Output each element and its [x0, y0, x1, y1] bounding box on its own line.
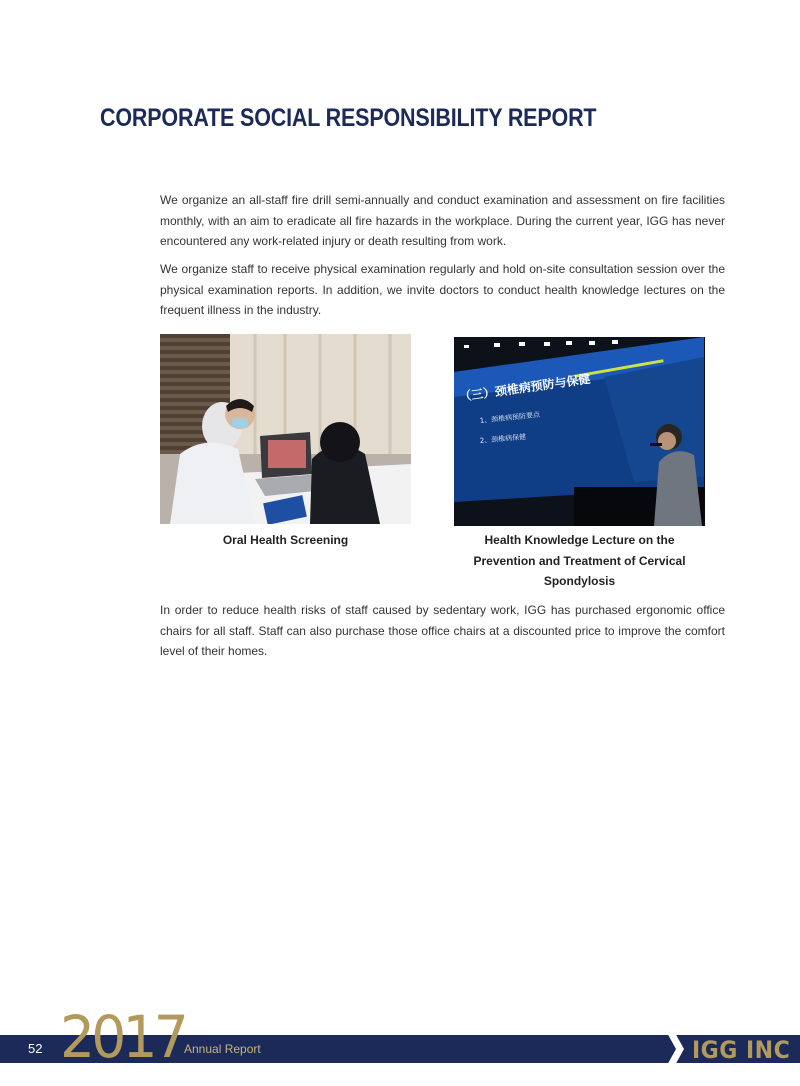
paragraph-physical-examination: We organize staff to receive physical examination regularly and hold on-site consultation session over the physical examination reports. In addition, we invite doctors to conduct health knowledge lectures on the frequent illness in the industry. — [160, 262, 725, 317]
slide-item-1: 1、颈椎病预防要点 — [479, 410, 541, 425]
brand-logo: IGG INC — [692, 1036, 791, 1064]
oral-screening-illustration — [160, 334, 411, 524]
page-title: CORPORATE SOCIAL RESPONSIBILITY REPORT — [100, 104, 597, 132]
lecture-illustration — [454, 337, 705, 526]
caption-health-knowledge-lecture: Health Knowledge Lecture on the Prevention and Treatment of Cervical Spondylosis — [473, 533, 686, 588]
report-year: 2017 — [60, 1003, 186, 1071]
paragraph-ergonomic-chairs: In order to reduce health risks of staff caused by sedentary work, IGG has purchased ergonomic office chairs for all staff. Staff can also purchase those office chairs at a discounted price to improve the comfort level of their homes. — [160, 603, 725, 658]
chevron-right-icon — [664, 1031, 684, 1067]
slide-title: （三）颈椎病预防与保健 — [458, 371, 592, 404]
caption-oral-health-screening: Oral Health Screening — [222, 533, 349, 547]
annual-report-label: Annual Report — [184, 1042, 261, 1056]
slide-item-2: 2、颈椎病保健 — [479, 432, 527, 445]
paragraph-fire-safety: We organize an all-staff fire drill semi-annually and conduct examination and assessment on fire facilities monthly, with an aim to eradicate all fire hazards in the workplace. During the current year, IGG has never encountered any work-related injury or death resulting from work. — [160, 193, 725, 248]
page-number: 52 — [28, 1041, 43, 1056]
photo-health-knowledge-lecture — [454, 337, 705, 526]
photo-oral-health-screening — [160, 334, 411, 524]
